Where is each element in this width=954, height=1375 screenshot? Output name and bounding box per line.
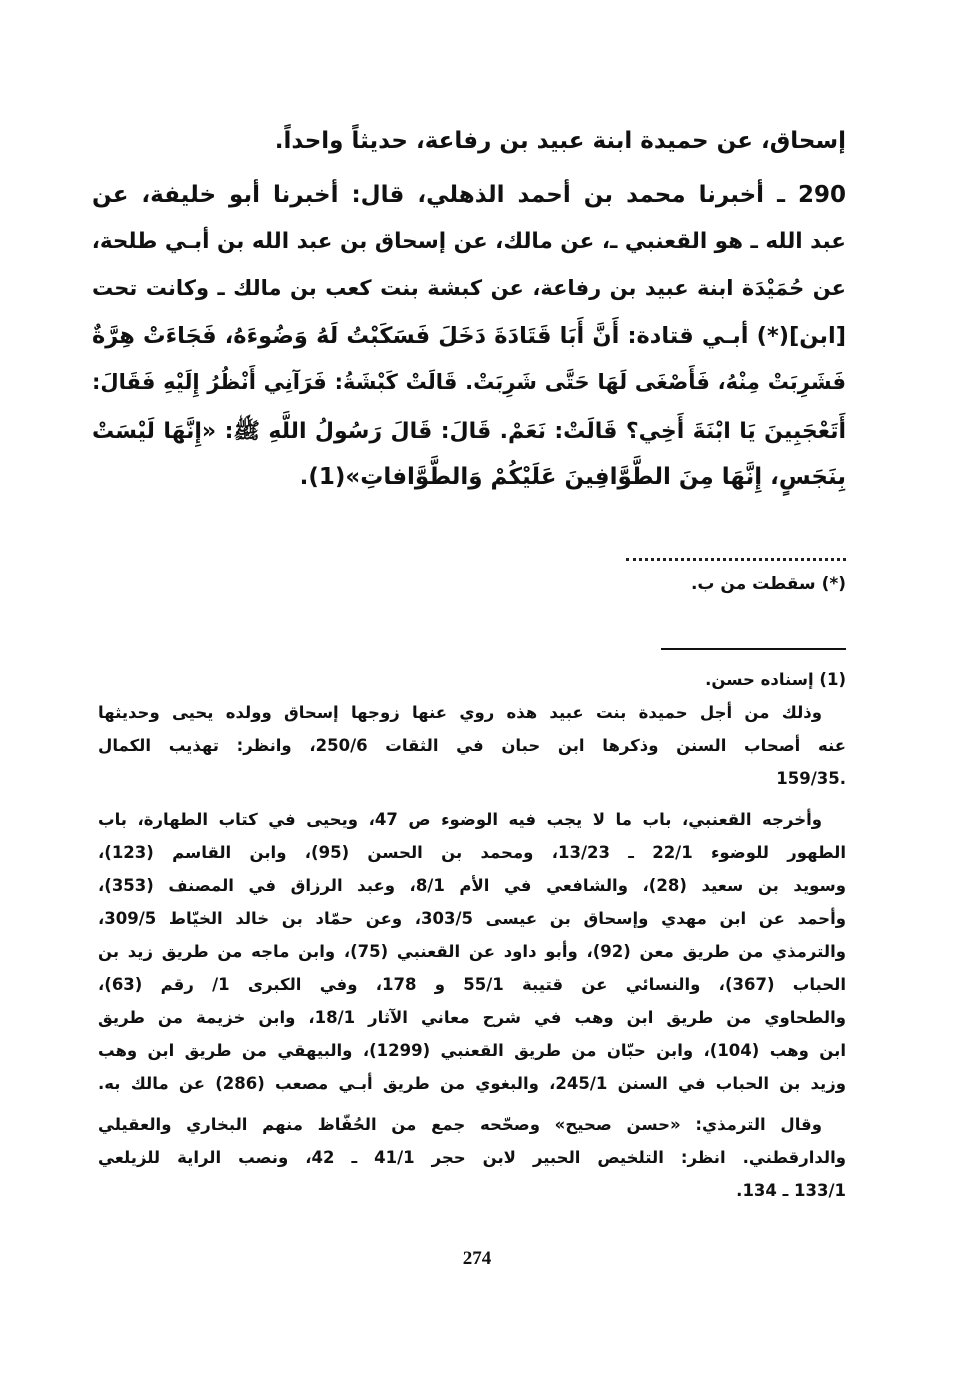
dotted-separator: [626, 548, 846, 561]
footnote-line: عنه أصحاب السنن وذكرها ابن حبان في الثقات 250/6، وانظر: تهذيب الكمال: [98, 736, 846, 755]
footnote-line: والترمذي من طريق معن (92)، وأبو داود عن القعنبي (75)، وابن ماجه من طريق زيد بن: [98, 942, 847, 961]
manuscript-note: (*) سقطت من ب.: [690, 574, 846, 594]
hadith-line: فَشَرِبَتْ مِنْهُ، فَأَصْغَى لَهَا حَتَّى شَرِبَتْ. قَالَتْ كَبْشَةُ: فَرَآنِي أَنْظُرُ إِلَيْهِ فَقَالَ:: [92, 370, 846, 394]
hadith-line: أَتَعْجَبِينَ يَا ابْنَةَ أَخِي؟ قَالَتْ: نَعَمْ. قَالَ: قَالَ رَسُولُ اللَّهِ ﷺ: «إِنَّهَا لَيْسَتْ: [92, 419, 846, 444]
page-number: 274: [462, 1248, 492, 1269]
footnote-rule: [661, 648, 846, 650]
footnote-line: وأخرجه القعنبي، باب ما لا يجب فيه الوضوء ص 47، ويحيى في كتاب الطهارة، باب: [98, 810, 822, 829]
footnote-line: والدارقطني. انظر: التلخيص الحبير لابن حجر 41/1 ـ 42، ونصب الراية للزيلعي: [98, 1148, 846, 1167]
footnote-heading: (1) إسناده حسن.: [705, 670, 846, 689]
footnote-line: 159/35.: [776, 769, 846, 788]
hadith-line: 290 ـ أخبرنا محمد بن أحمد الذهلي، قال: أخبرنا أبو خليفة، عن: [92, 182, 846, 208]
footnote-line: والطحاوي من طريق ابن وهب في شرح معاني الآثار 18/1، وابن خزيمة من طريق: [98, 1008, 846, 1027]
footnote-line: وزيد بن الحباب في السنن 245/1، والبغوي من طريق أبـي مصعب (286) عن مالك به.: [98, 1074, 846, 1093]
hadith-line: عن حُمَيْدَة ابنة عبيد بن رفاعة، عن كبشة بنت كعب بن مالك ـ وكانت تحت: [92, 276, 846, 300]
footnote-line: وذلك من أجل حميدة بنت عبيد هذه روي عنها زوجها إسحاق وولده يحيى وحديثها: [98, 703, 822, 722]
footnote-line: وسويد بن سعيد (28)، والشافعي في الأم 8/1، وعبد الرزاق في المصنف (353)،: [98, 876, 846, 895]
main-text-line: إسحاق، عن حميدة ابنة عبيد بن رفاعة، حديثاً واحداً.: [274, 128, 846, 154]
hadith-line: [ابن](*) أبـي قتادة: أَنَّ أَبَا قَتَادَةَ دَخَلَ فَسَكَبْتُ لَهُ وَضُوءَهُ، فَجَاءَتْ هِرَّةٌ: [92, 323, 846, 349]
hadith-line: عبد الله ـ هو القعنبي ـ، عن مالك، عن إسحاق بن عبد الله بن أبـي طلحة،: [91, 229, 846, 254]
footnote-line: وأحمد عن ابن مهدي وإسحاق بن عيسى 303/5، وعن حمّاد بن خالد الخيّاط 309/5،: [98, 909, 846, 928]
footnote-line: الحباب (367)، والنسائي عن قتيبة 55/1 و 178، وفي الكبرى 1/ رقم (63)،: [98, 975, 847, 994]
hadith-line: بِنَجَسٍ، إِنَّهَا مِنَ الطَّوَّافِينَ عَلَيْكُمْ وَالطَّوَّافاتِ»(1).: [299, 464, 846, 490]
footnote-line: وقال الترمذي: «حسن صحيح» وصحّحه جمع من الحُفّاظ منهم البخاري والعقيلي: [98, 1115, 822, 1134]
footnote-line: الطهور للوضوء 22/1 ـ 13/23، ومحمد بن الحسن (95)، وابن القاسم (123)،: [98, 843, 846, 862]
footnote-line: 133/1 ـ 134.: [736, 1181, 846, 1200]
footnote-line: ابن وهب (104)، وابن حبّان من طريق القعنبي (1299)، والبيهقي من طريق ابن وهب: [98, 1041, 846, 1060]
